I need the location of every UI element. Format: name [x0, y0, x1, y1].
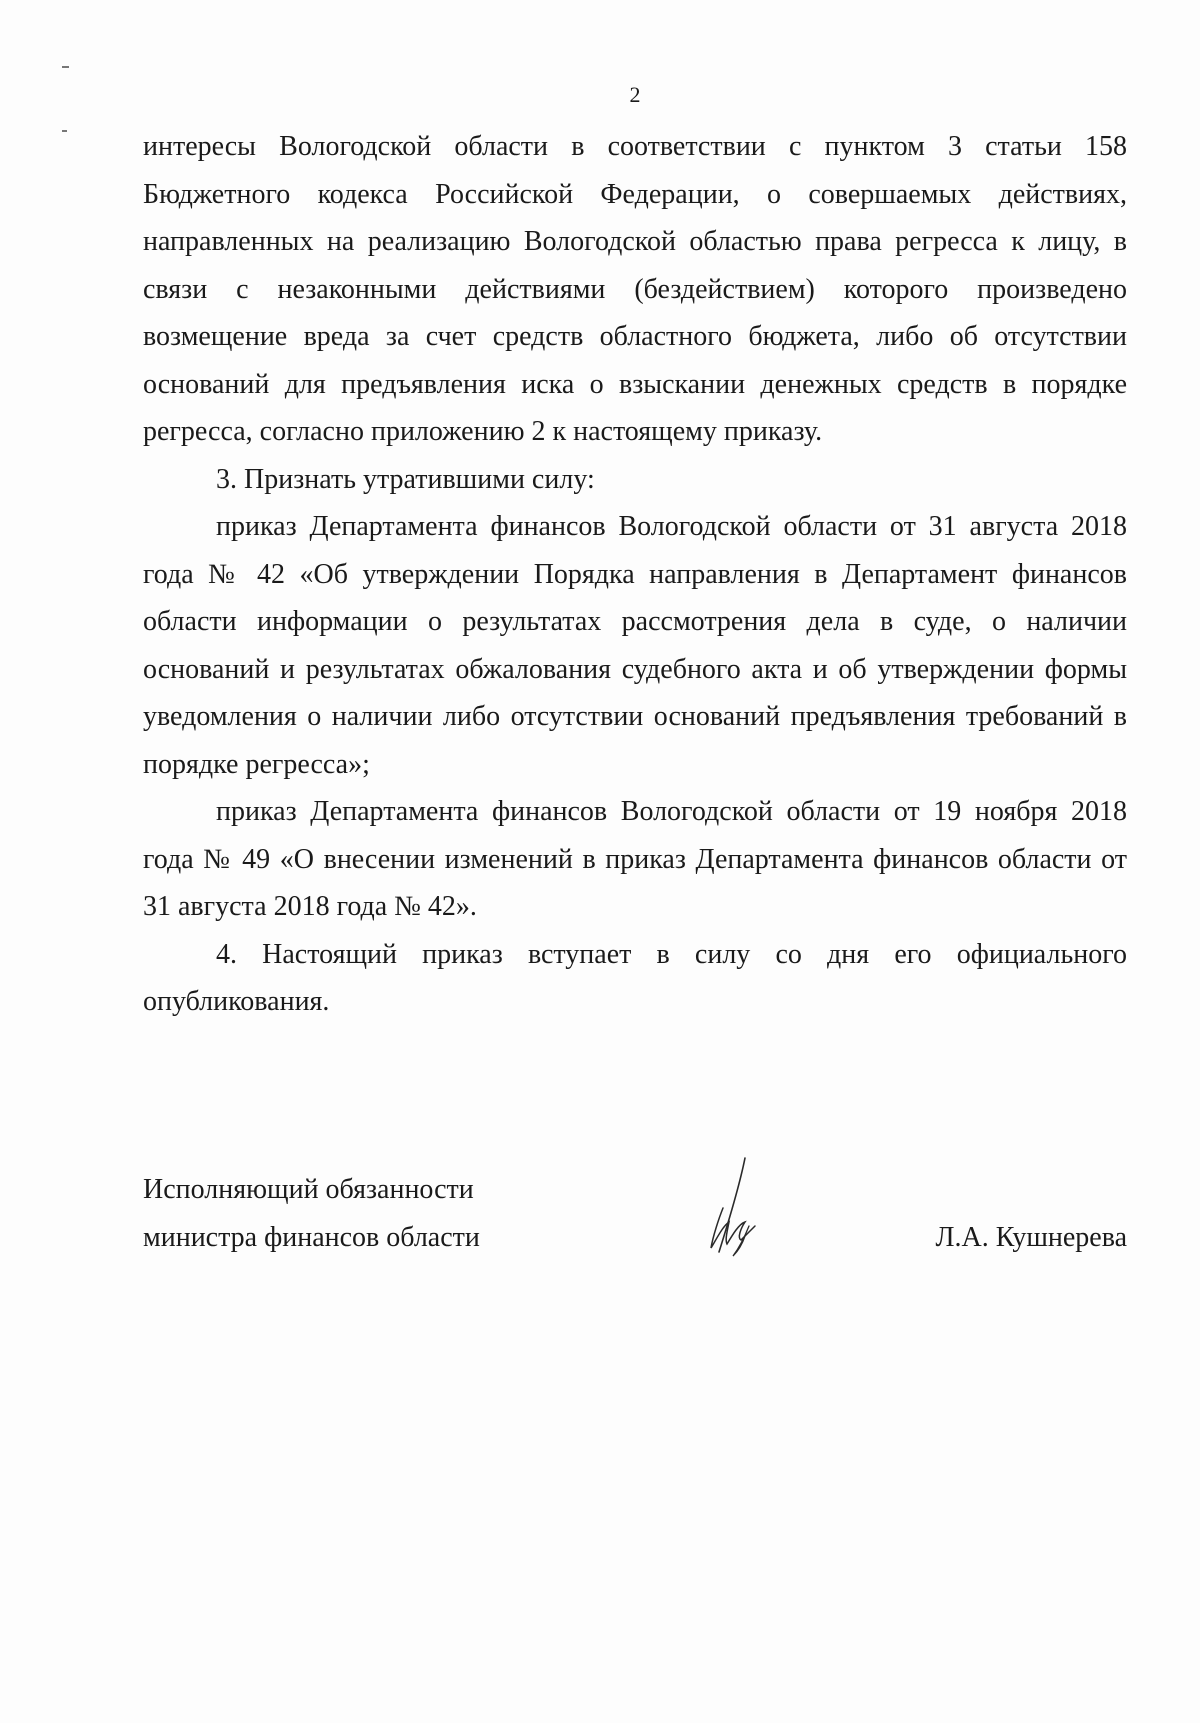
paragraph-continuation: интересы Вологодской области в соответствии с пунктом 3 статьи 158 Бюджетного кодекса Российской Федерации, о совершаемых действиях, направленных на реализацию Вологодской областью права регресса к лицу, в связи с незаконными действиями (бездействием) которого произведено возмещение вреда за счет средств областного бюджета, либо об отсутствии оснований для предъявления иска о взыскании денежных средств в порядке регресса, согласно приложению 2 к настоящему приказу.	[143, 131, 1127, 447]
signatory-name: Л.А. Кушнерева	[935, 1222, 1127, 1253]
paragraph-repealed-order-42: приказ Департамента финансов Вологодской области от 31 августа 2018 года № 42 «Об утверждении Порядка направления в Департамент финансов области информации о результатах рассмотрения дела в суде, о наличии оснований и результатах обжалования судебного акта и об утверждении формы уведомления о наличии либо отсутствии оснований предъявления требований в порядке регресса»;	[143, 511, 1127, 780]
paragraph-item-3: 3. Признать утратившими силу:	[216, 463, 595, 495]
page-number: 2	[629, 82, 641, 107]
signatory-position-line-2: министра финансов области	[143, 1222, 480, 1253]
paragraph-item-4: 4. Настоящий приказ вступает в силу со дня его официального опубликования.	[143, 938, 1127, 1017]
document-body	[143, 123, 1127, 1026]
scan-artifact-mark	[62, 130, 67, 132]
scan-artifact-mark	[62, 66, 69, 68]
handwritten-signature-icon	[683, 1156, 793, 1266]
paragraph-repealed-order-49: приказ Департамента финансов Вологодской области от 19 ноября 2018 года № 49 «О внесении изменений в приказ Департамента финансов области от 31 августа 2018 года № 42».	[143, 796, 1127, 922]
signature-block	[143, 1166, 1127, 1286]
signatory-position	[143, 1166, 480, 1262]
signatory-position-line-1: Исполняющий обязанности	[143, 1174, 474, 1205]
